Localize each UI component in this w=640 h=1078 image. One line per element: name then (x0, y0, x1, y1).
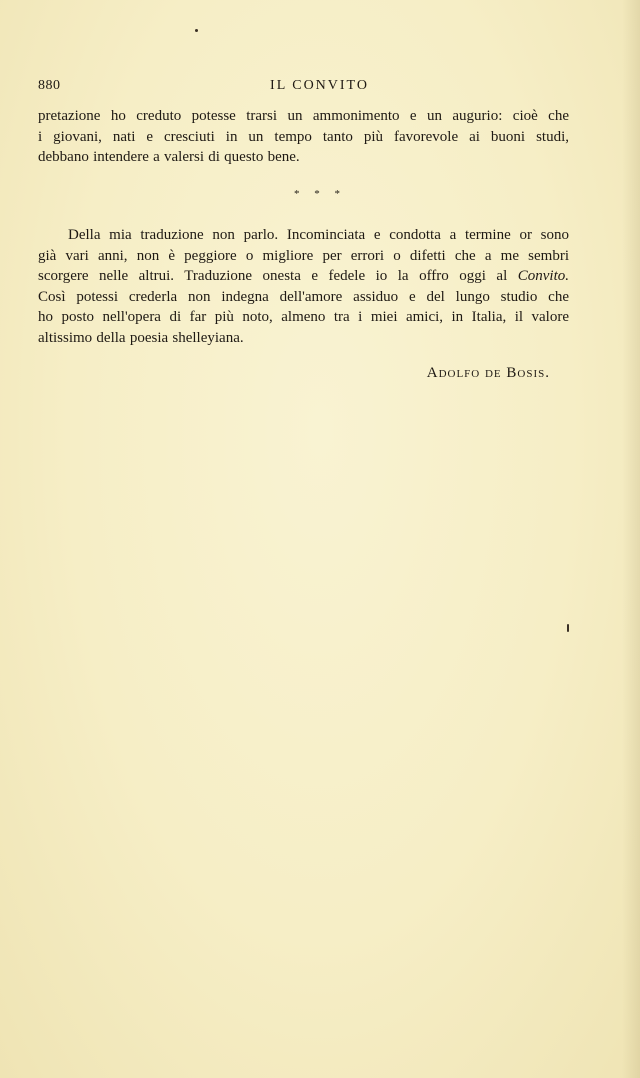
text-line (38, 266, 569, 287)
text-line: altissimo della poesia shelleyiana. (38, 329, 244, 346)
text-line: Della mia traduzione non parlo. Incominciata e condotta a termine or sono (68, 227, 569, 243)
page-edge-shadow (622, 0, 640, 1078)
page-number: 880 (38, 78, 61, 93)
page-header (38, 78, 601, 98)
paragraph-continuation (38, 106, 569, 168)
text-segment: scorgere nelle altrui. Traduzione onesta e fedele io la offro oggi al (38, 268, 518, 284)
text-line: debbano intendere a valersi di questo bene. (38, 149, 300, 165)
ink-speck (567, 624, 569, 632)
text-line: pretazione ho creduto potesse trarsi un ammonimento e un augurio: cioè che (38, 108, 569, 124)
text-line: ho posto nell'opera di far più noto, almeno tra i miei amici, in Italia, il valore (38, 309, 569, 325)
ink-speck (195, 29, 198, 32)
italic-title: Convito. (517, 268, 569, 284)
paragraph-translation-note (38, 225, 569, 348)
running-title: IL CONVITO (270, 78, 369, 93)
text-line: già vari anni, non è peggiore o migliore per errori o difetti che a me sembri (38, 247, 569, 264)
text-line: Così potessi crederla non indegna dell'amore assiduo e del lungo studio che (38, 288, 569, 305)
author-signature: Adolfo de Bosis. (426, 365, 550, 381)
section-asterism: * * * (294, 188, 346, 200)
text-line: i giovani, nati e cresciuti in un tempo tanto più favorevole ai buoni studi, (38, 128, 569, 145)
